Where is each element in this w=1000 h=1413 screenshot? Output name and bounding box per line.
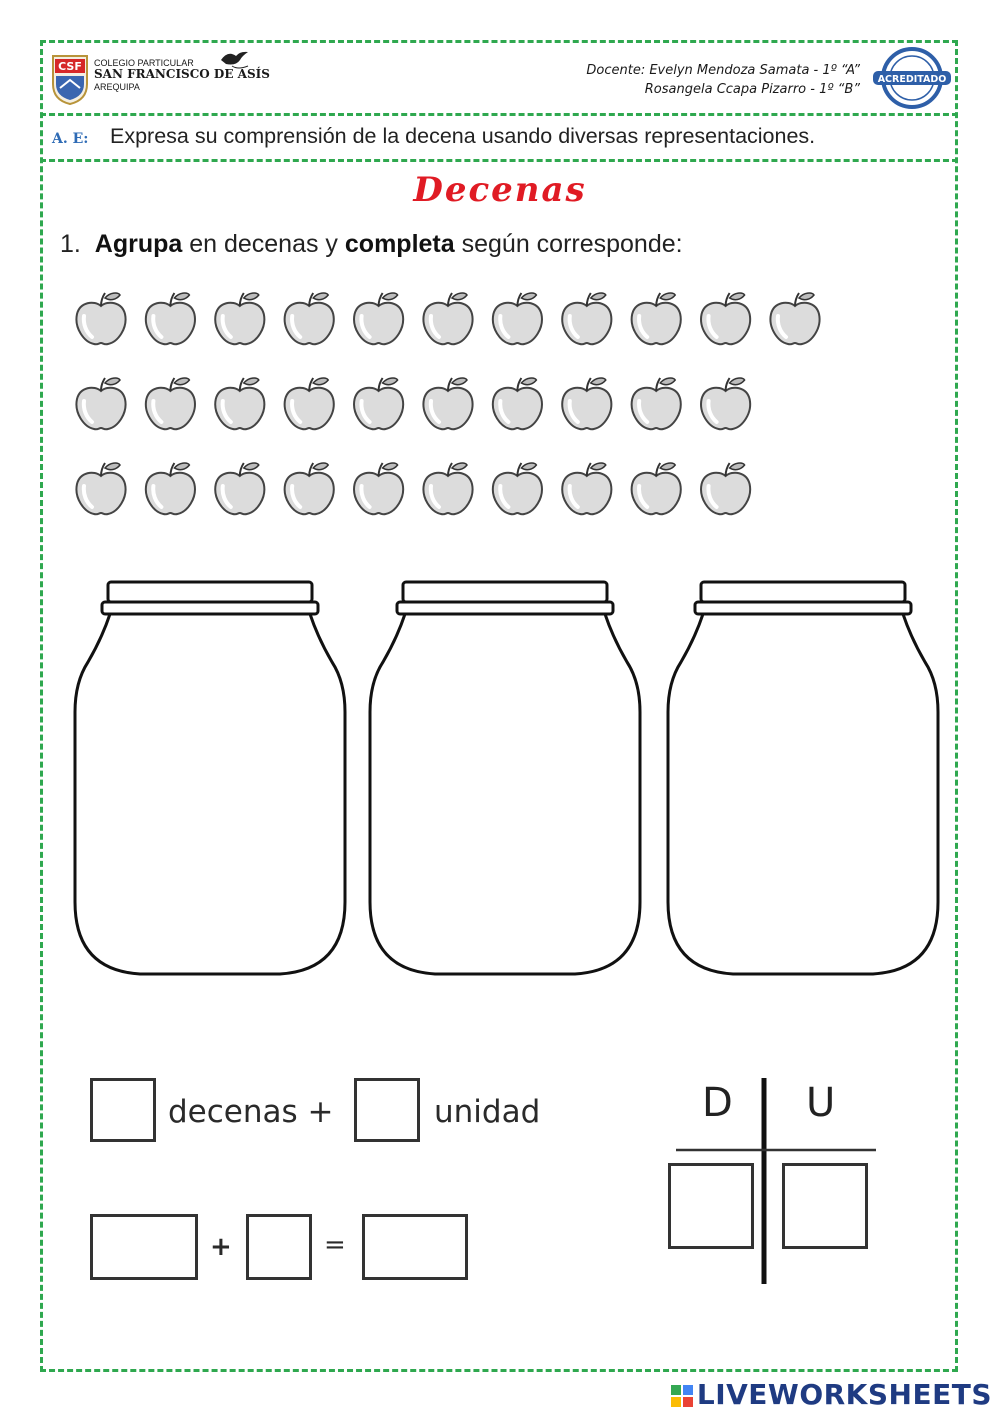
- school-line3: AREQUIPA: [94, 82, 140, 93]
- instruction-end: según corresponde:: [454, 230, 683, 258]
- ae-text: Expresa su comprensión de la decena usando diversas representaciones.: [110, 124, 816, 148]
- tens-column-label: D: [702, 1080, 733, 1126]
- ae-label: A. E:: [52, 131, 89, 147]
- unidad-label: unidad: [434, 1094, 541, 1130]
- page-title: Decenas: [413, 170, 587, 210]
- equals-sign: =: [324, 1230, 346, 1260]
- plus-sign: +: [210, 1232, 232, 1262]
- units-column-label: U: [806, 1080, 836, 1126]
- tens-answer-box[interactable]: [668, 1163, 754, 1249]
- units-answer-box[interactable]: [782, 1163, 868, 1249]
- seal-text: ACREDITADO: [877, 74, 947, 85]
- teacher-line2: Rosangela Ccapa Pizarro - 1º “B”: [644, 81, 860, 97]
- instruction-bold-agrupa: Agrupa: [94, 230, 183, 258]
- decenas-label: decenas +: [168, 1094, 334, 1130]
- instruction-bold-completa: completa: [344, 230, 455, 258]
- instruction-mid: en decenas y: [182, 230, 345, 258]
- teacher-line1: Docente: Evelyn Mendoza Samata - 1º “A”: [586, 63, 860, 78]
- crest-text: CSF: [58, 60, 82, 73]
- liveworksheets-logo: [671, 1378, 992, 1411]
- school-line2: SAN FRANCISCO DE ASÍS: [94, 67, 270, 82]
- liveworksheets-grid-icon: [671, 1385, 693, 1407]
- brand-text: LIVEWORKSHEETS: [696, 1378, 992, 1411]
- instruction-number: 1.: [60, 230, 81, 258]
- school-line1: COLEGIO PARTICULAR: [94, 58, 194, 68]
